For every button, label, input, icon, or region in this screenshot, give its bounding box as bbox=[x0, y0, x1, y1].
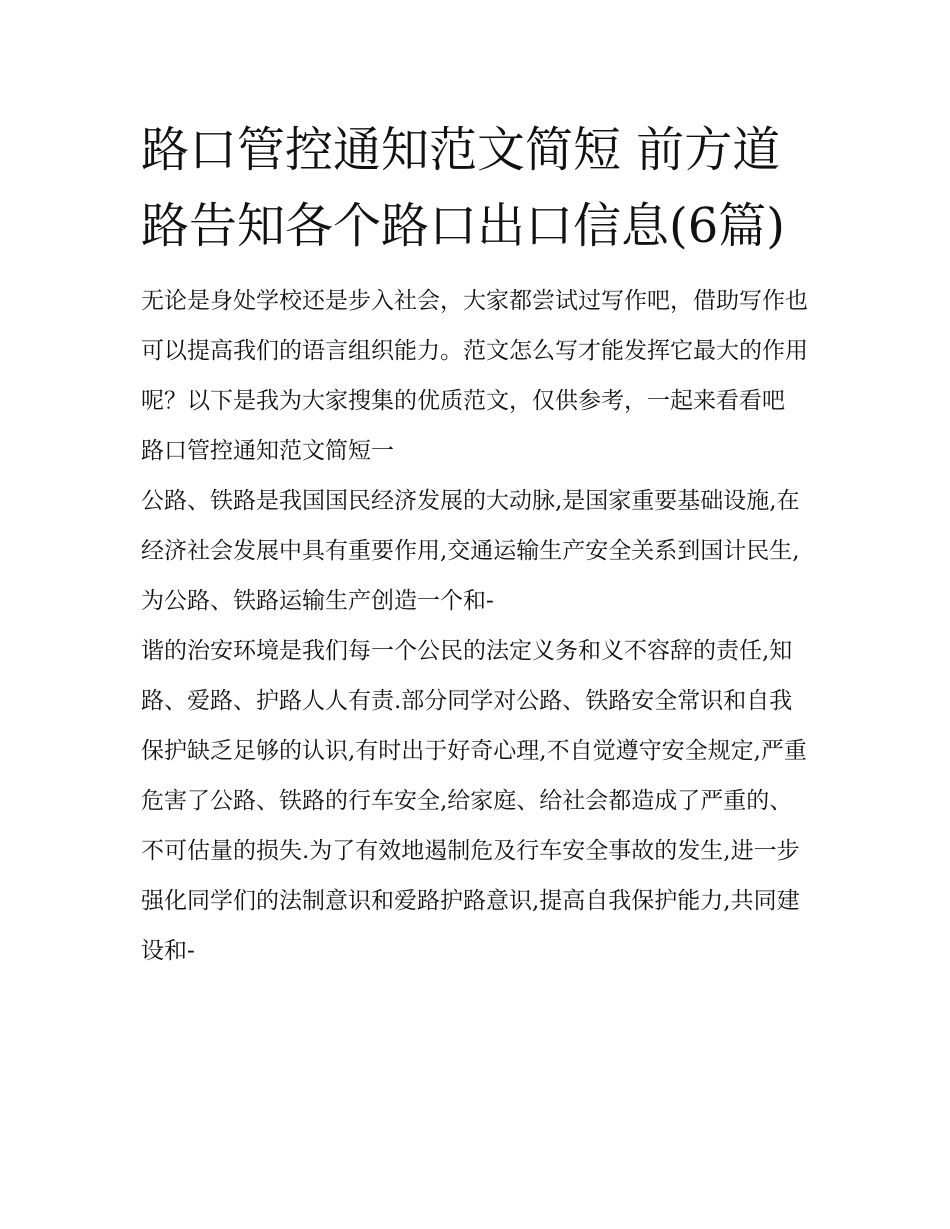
section-heading: 路口管控通知范文简短一 bbox=[141, 438, 394, 464]
body-paragraph-2: 谐的治安环境是我们每一个公民的法定义务和义不容辞的责任,知路、爱路、护路人人有责.部分同学对公路、铁路安全常识和自我保护缺乏足够的认识,有时出于好奇心理,不自觉遵守安全规定,严重危害了公路、铁路的行车安全,给家庭、给社会都造成了严重的、不可估量的损失.为了有效地遏制危及行车安全事故的发生,进一步强化同学们的法制意识和爱路护路意识,提高自我保护能力,共同建设和- bbox=[141, 638, 807, 964]
document-title: 路口管控通知范文简短 前方道路告知各个路口出口信息(6篇) bbox=[141, 122, 785, 254]
document-body bbox=[141, 112, 813, 976]
body-paragraph-1: 公路、铁路是我国国民经济发展的大动脉,是国家重要基础设施,在经济社会发展中具有重要作用,交通运输生产安全关系到国计民生,为公路、铁路运输生产创造一个和- bbox=[141, 488, 800, 614]
intro-paragraph: 无论是身处学校还是步入社会，大家都尝试过写作吧，借助写作也可以提高我们的语言组织能力。范文怎么写才能发挥它最大的作用呢？以下是我为大家搜集的优质范文，仅供参考，一起来看看吧 bbox=[141, 288, 808, 414]
